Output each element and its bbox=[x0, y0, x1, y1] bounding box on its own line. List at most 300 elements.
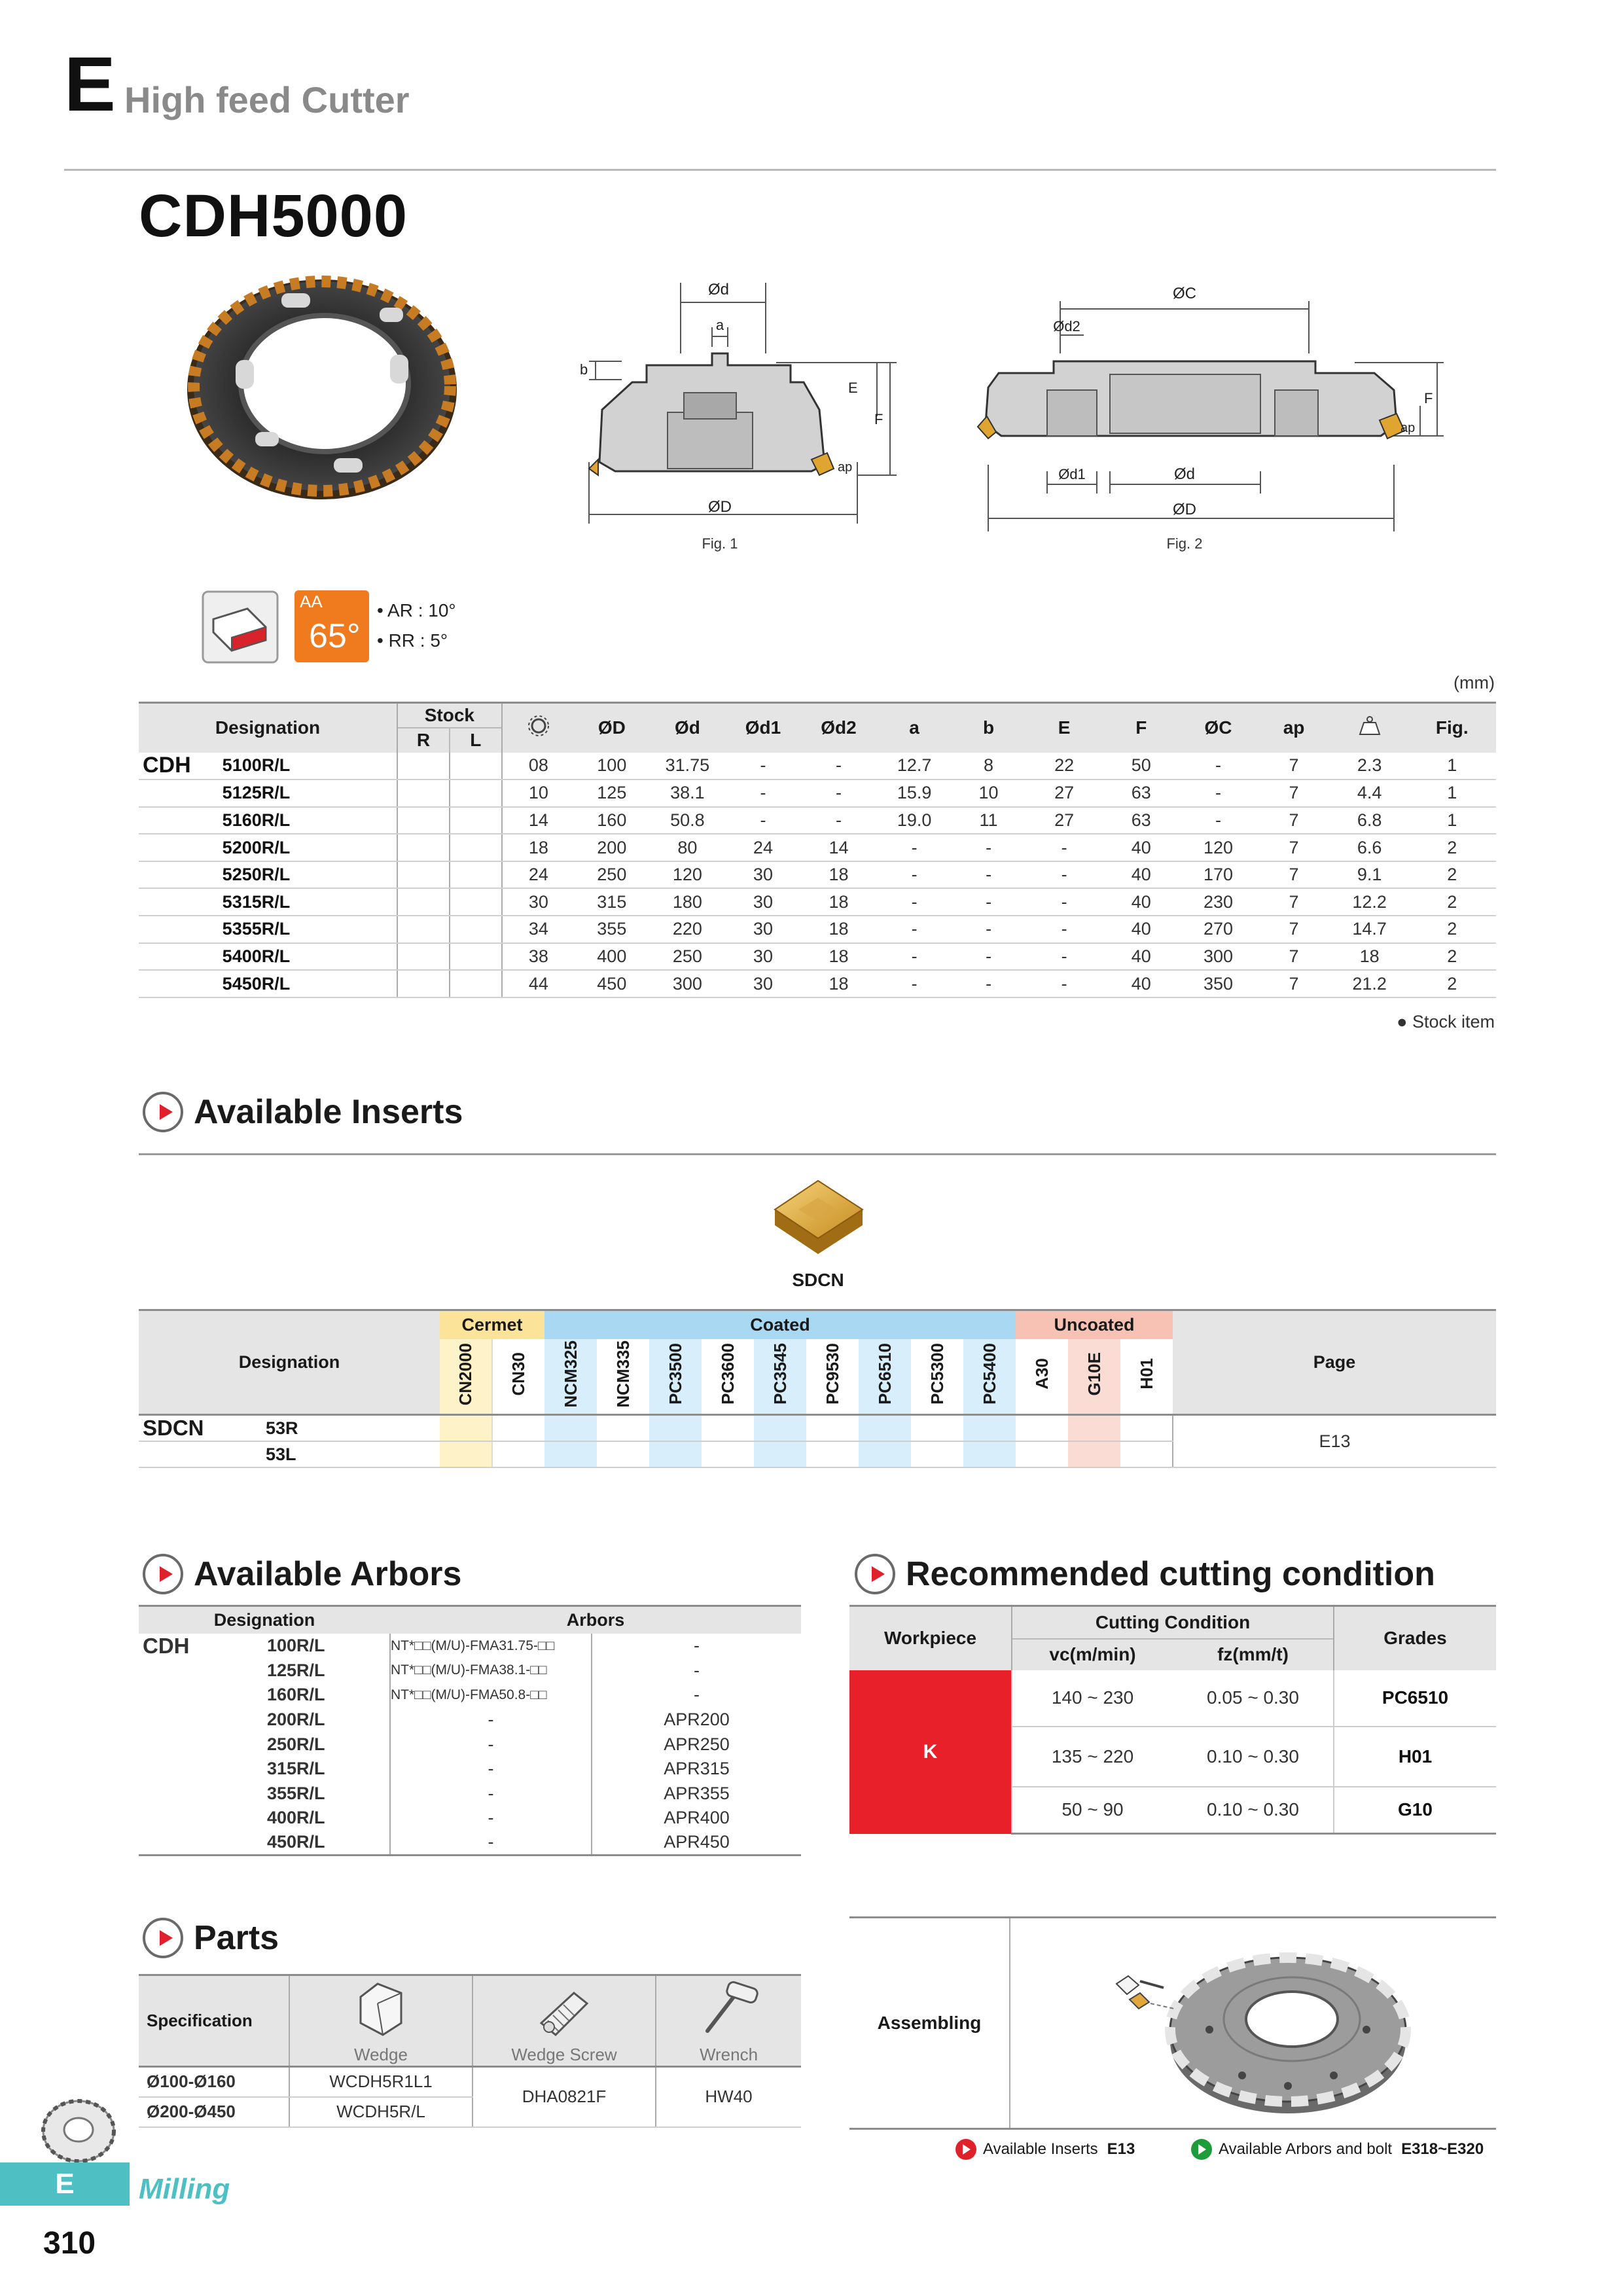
grade-ncm335 bbox=[597, 1339, 649, 1415]
teeth-cell: 08 bbox=[502, 753, 575, 780]
b-cell: - bbox=[952, 916, 1026, 943]
fig1-label-a: a bbox=[715, 317, 724, 333]
assembling-panel bbox=[849, 1916, 1496, 2130]
inserts-ref-label: Available Inserts bbox=[983, 2140, 1098, 2158]
table-row bbox=[139, 943, 1496, 971]
availability-cell bbox=[1016, 1415, 1068, 1442]
grade-h01 bbox=[1120, 1339, 1173, 1415]
vc-cell: 50 ~ 90 bbox=[1012, 1787, 1173, 1834]
available-arbors-title: Available Arbors bbox=[194, 1555, 462, 1593]
grade-pc3600 bbox=[702, 1339, 754, 1415]
col-ap: ap bbox=[1257, 703, 1330, 753]
d1-cell: 30 bbox=[726, 888, 800, 916]
availability-cell bbox=[492, 1415, 544, 1442]
col-e: E bbox=[1026, 703, 1103, 753]
arbor-designation: 355R/L bbox=[267, 1783, 325, 1803]
arbor-fma: NT*□□(M/U)-FMA38.1-□□ bbox=[390, 1659, 592, 1683]
fig2-label-c: ØC bbox=[1173, 285, 1196, 302]
insert-series: SDCN bbox=[139, 1415, 262, 1442]
arbor-apr: APR250 bbox=[592, 1732, 801, 1757]
availability-cell bbox=[440, 1415, 492, 1442]
arbors-ref-page: E318~E320 bbox=[1401, 2140, 1484, 2158]
designation-cell: 5400R/L bbox=[216, 943, 397, 971]
insert-page-link[interactable]: E13 bbox=[1173, 1415, 1496, 1468]
inserts-ref-page: E13 bbox=[1107, 2140, 1135, 2158]
assembling-label: Assembling bbox=[849, 1918, 1010, 2128]
ins-col-uncoated: Uncoated bbox=[1016, 1310, 1173, 1339]
col-b: b bbox=[952, 703, 1026, 753]
arbor-row bbox=[139, 1708, 801, 1732]
arbor-apr: APR400 bbox=[592, 1806, 801, 1831]
arrow-bullet-icon bbox=[143, 1092, 183, 1132]
series-spacer bbox=[139, 943, 216, 971]
fig1-caption: Fig. 1 bbox=[702, 535, 738, 552]
teeth-cell: 34 bbox=[502, 916, 575, 943]
dd-cell: 125 bbox=[575, 780, 649, 807]
dd-cell: 160 bbox=[575, 807, 649, 834]
teeth-cell: 18 bbox=[502, 834, 575, 861]
availability-cell bbox=[544, 1415, 597, 1442]
product-title: CDH5000 bbox=[139, 183, 408, 249]
cut-col-fz: fz(mm/t) bbox=[1173, 1639, 1334, 1670]
table-row bbox=[139, 753, 1496, 780]
approach-angle-label: AA bbox=[300, 592, 323, 611]
arbor-designation: 250R/L bbox=[267, 1734, 325, 1754]
stock-l bbox=[450, 807, 502, 834]
link-arrow-icon bbox=[955, 2139, 976, 2160]
col-d2: Ød2 bbox=[800, 703, 878, 753]
b-cell: 11 bbox=[952, 807, 1026, 834]
availability-cell bbox=[702, 1441, 754, 1467]
e-cell: 27 bbox=[1026, 807, 1103, 834]
arrow-bullet-icon bbox=[143, 1554, 183, 1594]
fz-cell: 0.05 ~ 0.30 bbox=[1173, 1670, 1334, 1727]
stock-r bbox=[397, 943, 450, 971]
grade-label: CN30 bbox=[508, 1352, 528, 1396]
d2-cell: - bbox=[800, 780, 878, 807]
axial-rake: • AR : 10° bbox=[377, 600, 456, 620]
arbor-series-spacer bbox=[139, 1732, 267, 1757]
arbor-designation: 200R/L bbox=[267, 1709, 325, 1729]
fig-cell: 1 bbox=[1408, 807, 1496, 834]
availability-cell bbox=[806, 1415, 859, 1442]
f-cell: 40 bbox=[1103, 888, 1180, 916]
inserts-reference[interactable] bbox=[955, 2139, 1135, 2160]
arbor-designation: 315R/L bbox=[267, 1759, 325, 1779]
weight-cell: 4.4 bbox=[1331, 780, 1408, 807]
series-spacer bbox=[139, 916, 216, 943]
series-spacer bbox=[139, 970, 216, 997]
fig1-label-b: b bbox=[580, 361, 588, 378]
ap-cell: 7 bbox=[1257, 807, 1330, 834]
ap-cell: 7 bbox=[1257, 834, 1330, 861]
availability-cell bbox=[859, 1415, 911, 1442]
parts-screw: DHA0821F bbox=[473, 2067, 656, 2127]
arrow-bullet-icon bbox=[143, 1918, 183, 1958]
d2-cell: 18 bbox=[800, 943, 878, 971]
section-letter: E bbox=[64, 41, 116, 128]
parts-heading bbox=[143, 1918, 279, 1958]
designation-cell: 5125R/L bbox=[216, 780, 397, 807]
arbor-apr: - bbox=[592, 1634, 801, 1659]
table-row bbox=[139, 780, 1496, 807]
d1-cell: - bbox=[726, 807, 800, 834]
a-cell: 15.9 bbox=[877, 780, 951, 807]
teeth-cell: 24 bbox=[502, 861, 575, 889]
arbor-designation: 400R/L bbox=[267, 1808, 325, 1828]
arbors-reference[interactable] bbox=[1191, 2139, 1484, 2160]
availability-cell bbox=[963, 1415, 1016, 1442]
wrench-label: Wrench bbox=[699, 2044, 758, 2064]
f-cell: 40 bbox=[1103, 916, 1180, 943]
dd-cell: 450 bbox=[575, 970, 649, 997]
grade-label: NCM325 bbox=[560, 1340, 580, 1408]
dd-cell: 200 bbox=[575, 834, 649, 861]
milling-cutter-icon bbox=[39, 2092, 118, 2164]
vc-cell: 140 ~ 230 bbox=[1012, 1670, 1173, 1727]
parts-col-spec: Specification bbox=[139, 1975, 289, 2067]
d1-cell: 30 bbox=[726, 916, 800, 943]
series-label: CDH bbox=[139, 753, 216, 780]
grade-cell: H01 bbox=[1334, 1727, 1496, 1787]
teeth-cell: 38 bbox=[502, 943, 575, 971]
c-cell: 230 bbox=[1180, 888, 1257, 916]
arbor-fma: - bbox=[390, 1781, 592, 1806]
ap-cell: 7 bbox=[1257, 943, 1330, 971]
d2-cell: 14 bbox=[800, 834, 878, 861]
cutting-condition-table bbox=[849, 1605, 1496, 1835]
grade-label: A30 bbox=[1031, 1358, 1052, 1390]
grade-cn2000 bbox=[440, 1339, 492, 1415]
c-cell: 300 bbox=[1180, 943, 1257, 971]
col-d: Ød bbox=[649, 703, 726, 753]
fig2-label-f: F bbox=[1424, 390, 1433, 406]
b-cell: - bbox=[952, 834, 1026, 861]
b-cell: - bbox=[952, 861, 1026, 889]
arbor-series-spacer bbox=[139, 1659, 267, 1683]
grade-a30 bbox=[1016, 1339, 1068, 1415]
wedge-screw-label: Wedge Screw bbox=[511, 2044, 617, 2064]
availability-cell bbox=[440, 1441, 492, 1467]
teeth-cell: 30 bbox=[502, 888, 575, 916]
grade-pc9530 bbox=[806, 1339, 859, 1415]
d-cell: 300 bbox=[649, 970, 726, 997]
fig2-label-d2: Ød2 bbox=[1053, 318, 1080, 334]
header-divider bbox=[64, 169, 1496, 171]
grade-pc5400 bbox=[963, 1339, 1016, 1415]
arbor-apr: APR200 bbox=[592, 1708, 801, 1732]
fig-cell: 2 bbox=[1408, 916, 1496, 943]
arbor-row bbox=[139, 1634, 801, 1659]
designation-cell: 5100R/L bbox=[216, 753, 397, 780]
fig-cell: 2 bbox=[1408, 861, 1496, 889]
arbors-table bbox=[139, 1605, 801, 1856]
availability-cell bbox=[1068, 1415, 1120, 1442]
available-inserts-heading bbox=[143, 1092, 463, 1132]
col-f: F bbox=[1103, 703, 1180, 753]
grade-g10e bbox=[1068, 1339, 1120, 1415]
fig2-label-d: Ød bbox=[1173, 465, 1196, 483]
dd-cell: 400 bbox=[575, 943, 649, 971]
f-cell: 40 bbox=[1103, 970, 1180, 997]
designation-cell: 5355R/L bbox=[216, 916, 397, 943]
assembly-illustration bbox=[1098, 1931, 1412, 2121]
arbor-apr: - bbox=[592, 1659, 801, 1683]
parts-wedge: WCDH5R/L bbox=[289, 2097, 473, 2127]
cutting-row bbox=[849, 1670, 1496, 1727]
available-arbors-heading bbox=[143, 1554, 461, 1594]
b-cell: 8 bbox=[952, 753, 1026, 780]
teeth-icon bbox=[527, 721, 550, 742]
b-cell: - bbox=[952, 943, 1026, 971]
d-cell: 80 bbox=[649, 834, 726, 861]
availability-cell bbox=[754, 1415, 806, 1442]
cutter-photo bbox=[183, 268, 465, 504]
stock-l bbox=[450, 861, 502, 889]
d2-cell: - bbox=[800, 807, 878, 834]
cutting-condition-heading bbox=[855, 1554, 1435, 1594]
d-cell: 250 bbox=[649, 943, 726, 971]
e-cell: 27 bbox=[1026, 780, 1103, 807]
fig1-label-ap: ap bbox=[838, 460, 853, 475]
arbor-series-spacer bbox=[139, 1708, 267, 1732]
arbor-row bbox=[139, 1732, 801, 1757]
arbor-row bbox=[139, 1831, 801, 1856]
availability-cell bbox=[754, 1441, 806, 1467]
fig-cell: 1 bbox=[1408, 780, 1496, 807]
d2-cell: 18 bbox=[800, 916, 878, 943]
f-cell: 40 bbox=[1103, 861, 1180, 889]
availability-cell bbox=[597, 1415, 649, 1442]
availability-cell bbox=[1120, 1441, 1173, 1467]
designation-cell: 5315R/L bbox=[216, 888, 397, 916]
cutting-condition-title: Recommended cutting condition bbox=[906, 1555, 1435, 1593]
d-cell: 50.8 bbox=[649, 807, 726, 834]
c-cell: 350 bbox=[1180, 970, 1257, 997]
designation-cell: 5160R/L bbox=[216, 807, 397, 834]
a-cell: - bbox=[877, 888, 951, 916]
arbor-series-spacer bbox=[139, 1806, 267, 1831]
col-stock-r: R bbox=[397, 728, 450, 753]
weight-cell: 2.3 bbox=[1331, 753, 1408, 780]
parts-spec: Ø200-Ø450 bbox=[139, 2097, 289, 2127]
fig-cell: 2 bbox=[1408, 943, 1496, 971]
availability-cell bbox=[544, 1441, 597, 1467]
ins-col-coated: Coated bbox=[544, 1310, 1016, 1339]
arbor-series-spacer bbox=[139, 1757, 267, 1782]
c-cell: - bbox=[1180, 780, 1257, 807]
insert-mount-icon bbox=[202, 590, 279, 664]
stock-r bbox=[397, 807, 450, 834]
ins-col-designation: Designation bbox=[139, 1310, 440, 1415]
stock-r bbox=[397, 888, 450, 916]
grade-ncm325 bbox=[544, 1339, 597, 1415]
weight-cell: 14.7 bbox=[1331, 916, 1408, 943]
a-cell: - bbox=[877, 943, 951, 971]
grade-label: H01 bbox=[1136, 1358, 1156, 1390]
col-teeth bbox=[502, 703, 575, 753]
grade-label: PC5300 bbox=[927, 1343, 947, 1405]
e-cell: 22 bbox=[1026, 753, 1103, 780]
availability-cell bbox=[649, 1415, 702, 1442]
parts-row bbox=[139, 2067, 801, 2097]
availability-cell bbox=[597, 1441, 649, 1467]
arbor-apr: APR355 bbox=[592, 1781, 801, 1806]
wedge-screw-icon bbox=[528, 1977, 600, 2040]
d2-cell: - bbox=[800, 753, 878, 780]
d2-cell: 18 bbox=[800, 970, 878, 997]
rake-angles bbox=[377, 596, 456, 656]
c-cell: - bbox=[1180, 753, 1257, 780]
b-cell: - bbox=[952, 888, 1026, 916]
arbor-apr: APR450 bbox=[592, 1831, 801, 1856]
insert-image bbox=[766, 1172, 870, 1263]
series-spacer bbox=[139, 861, 216, 889]
grade-pc5300 bbox=[911, 1339, 963, 1415]
fig1-label-dd: ØD bbox=[708, 498, 732, 516]
insert-name: SDCN bbox=[792, 1270, 844, 1290]
ap-cell: 7 bbox=[1257, 780, 1330, 807]
grade-cn30 bbox=[492, 1339, 544, 1415]
d2-cell: 18 bbox=[800, 888, 878, 916]
arbor-series-spacer bbox=[139, 1831, 267, 1856]
arbor-row bbox=[139, 1806, 801, 1831]
col-weight bbox=[1331, 703, 1408, 753]
teeth-cell: 14 bbox=[502, 807, 575, 834]
cut-col-condition: Cutting Condition bbox=[1012, 1606, 1334, 1639]
grade-label: PC3500 bbox=[665, 1343, 685, 1405]
availability-cell bbox=[911, 1415, 963, 1442]
stock-r bbox=[397, 780, 450, 807]
grade-pc3500 bbox=[649, 1339, 702, 1415]
stock-r bbox=[397, 861, 450, 889]
arbor-designation: 160R/L bbox=[267, 1685, 325, 1705]
col-designation: Designation bbox=[139, 703, 397, 753]
fig2-label-ap: ap bbox=[1400, 421, 1416, 435]
d1-cell: - bbox=[726, 753, 800, 780]
a-cell: - bbox=[877, 861, 951, 889]
fig1-label-d: Ød bbox=[707, 281, 730, 298]
weight-cell: 21.2 bbox=[1331, 970, 1408, 997]
e-cell: - bbox=[1026, 943, 1103, 971]
col-dd: ØD bbox=[575, 703, 649, 753]
arbor-apr: - bbox=[592, 1683, 801, 1708]
stock-l bbox=[450, 834, 502, 861]
arbor-col-designation: Designation bbox=[139, 1606, 390, 1634]
grade-label: CN2000 bbox=[455, 1342, 475, 1405]
table-row bbox=[139, 888, 1496, 916]
arbor-designation: 125R/L bbox=[267, 1660, 325, 1680]
table-row bbox=[139, 861, 1496, 889]
col-stock: Stock bbox=[397, 703, 502, 728]
grade-label: PC3600 bbox=[717, 1343, 738, 1405]
arbor-series-spacer bbox=[139, 1683, 267, 1708]
series-spacer bbox=[139, 888, 216, 916]
ap-cell: 7 bbox=[1257, 753, 1330, 780]
series-spacer bbox=[139, 834, 216, 861]
designation-cell: 5200R/L bbox=[216, 834, 397, 861]
stock-l bbox=[450, 970, 502, 997]
grade-label: NCM335 bbox=[613, 1340, 633, 1408]
grade-label: PC3545 bbox=[770, 1343, 790, 1405]
table-row bbox=[139, 834, 1496, 861]
insert-row bbox=[139, 1415, 1496, 1442]
a-cell: 19.0 bbox=[877, 807, 951, 834]
fig2-label-dd: ØD bbox=[1173, 501, 1196, 518]
stock-r bbox=[397, 916, 450, 943]
dd-cell: 355 bbox=[575, 916, 649, 943]
e-cell: - bbox=[1026, 834, 1103, 861]
dd-cell: 315 bbox=[575, 888, 649, 916]
ap-cell: 7 bbox=[1257, 888, 1330, 916]
weight-cell: 6.6 bbox=[1331, 834, 1408, 861]
stock-item-note: ● Stock item bbox=[1397, 1012, 1495, 1031]
c-cell: 270 bbox=[1180, 916, 1257, 943]
e-cell: - bbox=[1026, 861, 1103, 889]
arbor-designation: 100R/L bbox=[267, 1636, 325, 1655]
col-c: ØC bbox=[1180, 703, 1257, 753]
d-cell: 38.1 bbox=[649, 780, 726, 807]
arbor-fma: - bbox=[390, 1831, 592, 1856]
arbor-fma: - bbox=[390, 1757, 592, 1782]
parts-col-wedge bbox=[289, 1975, 473, 2067]
workpiece-k: K bbox=[849, 1670, 1012, 1834]
fig-cell: 2 bbox=[1408, 834, 1496, 861]
weight-cell: 12.2 bbox=[1331, 888, 1408, 916]
arbor-fma: - bbox=[390, 1708, 592, 1732]
fig1-label-e: E bbox=[848, 380, 858, 396]
arbor-fma: NT*□□(M/U)-FMA50.8-□□ bbox=[390, 1683, 592, 1708]
e-cell: - bbox=[1026, 916, 1103, 943]
parts-col-wrench bbox=[656, 1975, 801, 2067]
dimension-table bbox=[139, 702, 1496, 998]
availability-cell bbox=[1068, 1441, 1120, 1467]
grade-label: PC9530 bbox=[822, 1343, 842, 1405]
availability-cell bbox=[492, 1441, 544, 1467]
d-cell: 31.75 bbox=[649, 753, 726, 780]
teeth-cell: 44 bbox=[502, 970, 575, 997]
stock-r bbox=[397, 834, 450, 861]
availability-cell bbox=[806, 1441, 859, 1467]
fz-cell: 0.10 ~ 0.30 bbox=[1173, 1787, 1334, 1834]
grade-pc6510 bbox=[859, 1339, 911, 1415]
grade-label: PC6510 bbox=[874, 1343, 895, 1405]
available-inserts-title: Available Inserts bbox=[194, 1093, 463, 1131]
parts-spec: Ø100-Ø160 bbox=[139, 2067, 289, 2097]
e-cell: - bbox=[1026, 888, 1103, 916]
ap-cell: 7 bbox=[1257, 916, 1330, 943]
grade-label: G10E bbox=[1084, 1352, 1104, 1396]
approach-angle-badge bbox=[294, 590, 369, 662]
table-row bbox=[139, 807, 1496, 834]
arbor-apr: APR315 bbox=[592, 1757, 801, 1782]
grade-cell: PC6510 bbox=[1334, 1670, 1496, 1727]
b-cell: 10 bbox=[952, 780, 1026, 807]
fig-cell: 2 bbox=[1408, 888, 1496, 916]
insert-designation: 53R bbox=[262, 1415, 440, 1442]
c-cell: - bbox=[1180, 807, 1257, 834]
fig2-caption: Fig. 2 bbox=[1166, 535, 1203, 552]
arrow-bullet-icon bbox=[855, 1554, 895, 1594]
a-cell: - bbox=[877, 970, 951, 997]
section-tab[interactable]: E bbox=[0, 2162, 130, 2206]
parts-wrench: HW40 bbox=[656, 2067, 801, 2127]
arbor-series-spacer bbox=[139, 1781, 267, 1806]
stock-r bbox=[397, 753, 450, 780]
parts-title: Parts bbox=[194, 1919, 279, 1957]
cut-col-vc: vc(m/min) bbox=[1012, 1639, 1173, 1670]
arbor-row bbox=[139, 1683, 801, 1708]
